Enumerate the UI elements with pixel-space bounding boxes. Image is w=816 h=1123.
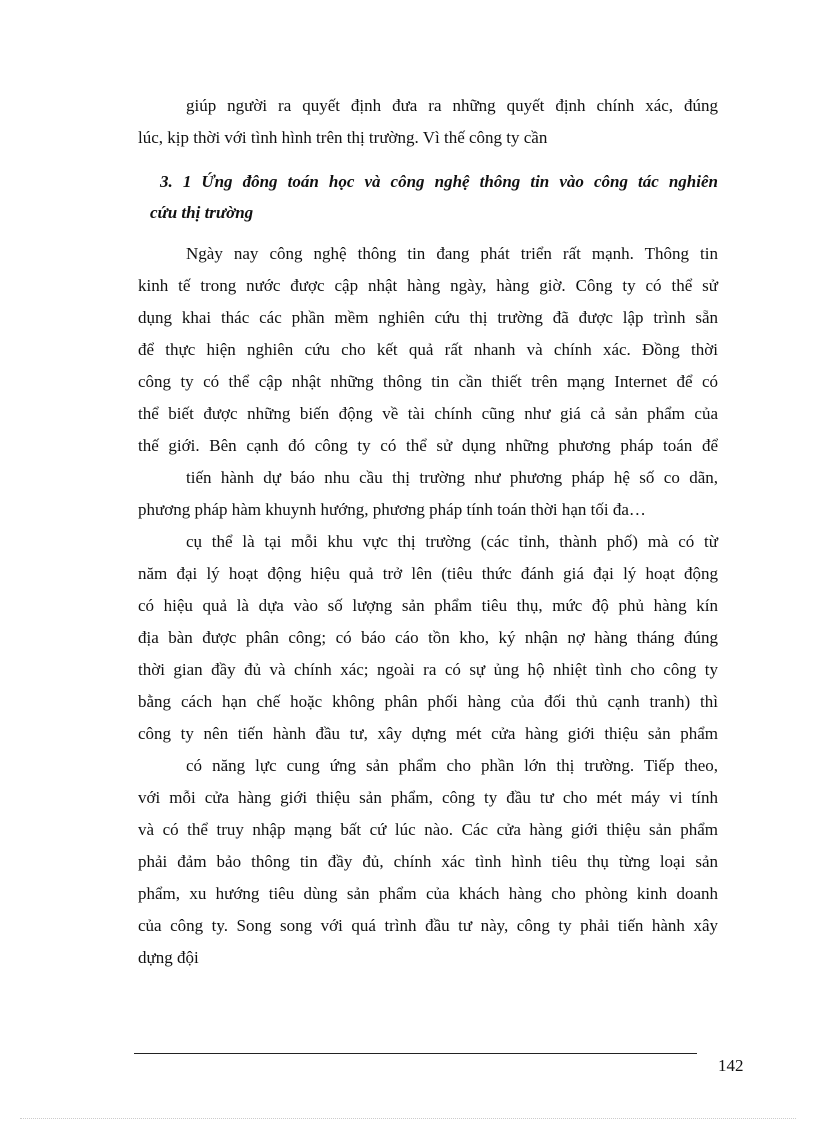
text-line: thế giới. Bên cạnh đó công ty có thể sử dụng những phương pháp toán để bbox=[138, 436, 718, 455]
text-line: lúc, kịp thời với tình hình trên thị trường. Vì thế công ty cần bbox=[138, 128, 548, 147]
text-line: thể biết được những biến động về tài chính cũng như giá cả sản phẩm của bbox=[138, 404, 718, 423]
text-line: công ty có thể cập nhật những thông tin cần thiết trên mạng Internet để có bbox=[138, 372, 718, 391]
text-line: cụ thể là tại mỗi khu vực thị trường (các tỉnh, thành phố) mà có từ bbox=[186, 532, 718, 551]
text-line: của công ty. Song song với quá trình đầu tư này, công ty phải tiến hành xây bbox=[138, 916, 718, 935]
text-line: bằng cách hạn chế hoặc không phân phối hàng của đối thủ cạnh tranh) thì bbox=[138, 692, 718, 711]
text-line: có năng lực cung ứng sản phẩm cho phần lớn thị trường. Tiếp theo, bbox=[186, 756, 718, 775]
section-heading: 3. 1 Ứng đông toán học và công nghệ thông tin vào công tác nghiên bbox=[160, 172, 718, 191]
page-bottom-dotted-divider bbox=[20, 1118, 796, 1119]
text-line: với mỗi cửa hàng giới thiệu sản phẩm, công ty đầu tư cho mét máy vi tính bbox=[138, 788, 718, 807]
text-line: Ngày nay công nghệ thông tin đang phát triển rất mạnh. Thông tin bbox=[186, 244, 718, 263]
text-line: có hiệu quả là dựa vào số lượng sản phẩm tiêu thụ, mức độ phủ hàng kín bbox=[138, 596, 718, 615]
page-number: 142 bbox=[718, 1056, 744, 1075]
text-line: công ty nên tiến hành đầu tư, xây dựng mét cửa hàng giới thiệu sản phẩm bbox=[138, 724, 718, 743]
text-line: và có thể truy nhập mạng bất cứ lúc nào. Các cửa hàng giới thiệu sản phẩm bbox=[138, 820, 718, 839]
text-line: dụng khai thác các phần mềm nghiên cứu thị trường đã được lập trình sẵn bbox=[138, 308, 718, 327]
text-line: thời gian đầy đủ và chính xác; ngoài ra có sự ủng hộ nhiệt tình cho công ty bbox=[138, 660, 718, 679]
text-line: năm đại lý hoạt động hiệu quả trở lên (tiêu thức đánh giá đại lý hoạt động bbox=[138, 564, 718, 583]
footer-rule bbox=[134, 1053, 697, 1054]
text-line: tiến hành dự báo nhu cầu thị trường như phương pháp hệ số co dãn, bbox=[186, 468, 718, 487]
text-line: để thực hiện nghiên cứu cho kết quả rất nhanh và chính xác. Đồng thời bbox=[138, 340, 718, 359]
text-line: dựng đội bbox=[138, 948, 199, 967]
text-line: giúp người ra quyết định đưa ra những quyết định chính xác, đúng bbox=[186, 96, 718, 115]
section-heading-cont: cứu thị trường bbox=[150, 203, 254, 222]
text-line: phẩm, xu hướng tiêu dùng sản phẩm của khách hàng cho phòng kinh doanh bbox=[138, 884, 718, 903]
text-line: kinh tế trong nước được cập nhật hàng ngày, hàng giờ. Công ty có thể sử bbox=[138, 276, 718, 295]
text-line: phải đảm bảo thông tin đầy đủ, chính xác tình hình tiêu thụ từng loại sản bbox=[138, 852, 718, 871]
text-line: địa bàn được phân công; có báo cáo tồn kho, ký nhận nợ hàng tháng đúng bbox=[138, 628, 718, 647]
text-line: phương pháp hàm khuynh hướng, phương pháp tính toán thời hạn tối đa… bbox=[138, 500, 646, 519]
